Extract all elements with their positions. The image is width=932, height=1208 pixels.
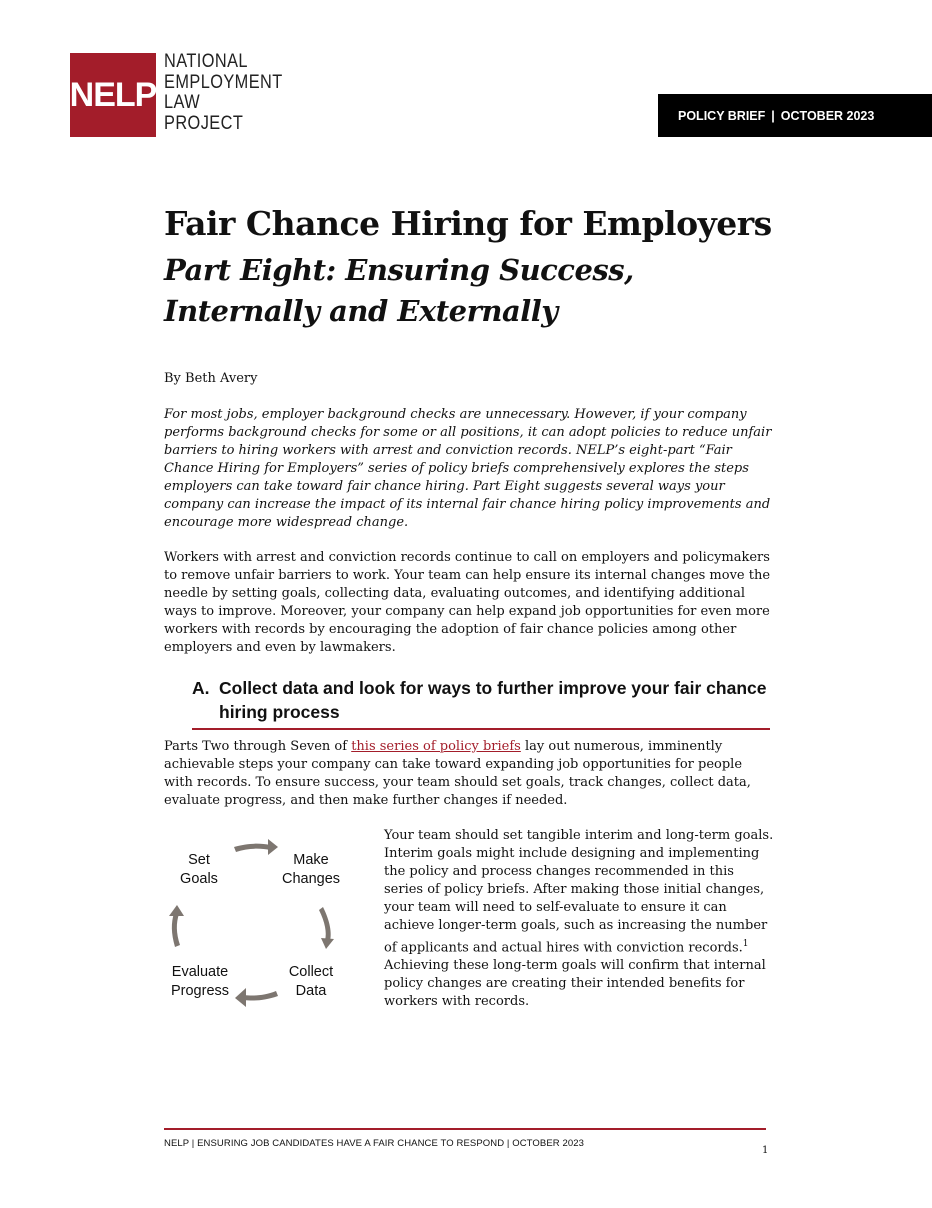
body2-text-before: Parts Two through Seven of — [164, 739, 352, 754]
logo-name-line: LAW — [164, 92, 201, 113]
footnote-reference[interactable]: 1 — [742, 939, 749, 949]
footer-divider — [164, 1128, 766, 1130]
goal-cycle-diagram — [160, 833, 380, 1013]
brief-label: POLICY BRIEF — [678, 108, 766, 123]
goals-text-after: Achieving these long-term goals will confirm that internal policy changes are creating their intended benefits for workers with records. — [384, 958, 766, 1010]
section-letter: A. — [192, 678, 210, 698]
cycle-evaluate-progress — [166, 963, 234, 1001]
goals-paragraph — [384, 827, 774, 1011]
brief-date: OCTOBER 2023 — [780, 108, 875, 123]
cycle-label-line: Collect — [288, 964, 334, 980]
document-title: Fair Chance Hiring for Employers — [164, 204, 772, 243]
cycle-label-line: Changes — [281, 871, 341, 887]
arrow-evaluate-to-set — [169, 905, 184, 947]
logo-name-line: PROJECT — [164, 112, 244, 134]
cycle-label-line: Data — [295, 983, 327, 999]
arrow-set-to-make — [234, 839, 278, 855]
document-subtitle — [164, 250, 634, 332]
nelp-logo-mark — [70, 53, 156, 137]
body-paragraph-2 — [164, 738, 774, 810]
logo-name-line: NATIONAL — [164, 51, 248, 72]
section-heading-text: Collect data and look for ways to further improve your fair chance hiring process — [219, 678, 767, 722]
arrow-collect-to-evaluate — [235, 988, 278, 1007]
subtitle-line: Internally and Externally — [164, 294, 558, 328]
page-footer: NELP | ENSURING JOB CANDIDATES HAVE A FAIR CHANCE TO RESPOND | OCTOBER 2023 — [164, 1138, 584, 1149]
cycle-make-changes — [278, 851, 344, 889]
subtitle-line: Part Eight: Ensuring Success, — [164, 253, 634, 287]
policy-brief-banner — [658, 94, 932, 137]
cycle-label-line: Progress — [170, 983, 230, 999]
intro-paragraph: For most jobs, employer background checks are unnecessary. However, if your company performs background checks for some or all positions, it can adopt policies to reduce unfair barriers to hiring workers with arrest and conviction records. NELP’s eight-part “Fair Chance Hiring for Employers” series of policy briefs comprehensively explores the steps employers can take toward fair chance hiring. Part Eight suggests several ways your company can increase the impact of its internal fair chance hiring policy improvements and encourage more widespread change. — [164, 407, 772, 530]
cycle-label-line: Evaluate — [171, 964, 229, 980]
cycle-label-line: Goals — [180, 871, 218, 887]
cycle-collect-data — [281, 963, 341, 1001]
body2-text-after: lay out numerous, imminently achievable steps your company can take toward expanding job opportunities for people with records. To ensure success, your team should set goals, track changes, collect data, evaluate progress, and then make further changes if needed. — [164, 739, 751, 808]
body-paragraph: Workers with arrest and conviction records continue to call on employers and policymakers to remove unfair barriers to work. Your team can help ensure its internal changes move the needle by setting goals, collecting data, evaluating outcomes, and identifying additional ways to improve. Moreover, your company can help expand job opportunities for even more workers with records by encouraging the adoption of fair chance policies among other employers and even by lawmakers. — [164, 550, 771, 655]
author-byline: By Beth Avery — [164, 371, 258, 386]
cycle-label-line: Set — [188, 852, 210, 868]
logo-mark-text: NELP — [69, 75, 157, 114]
brief-separator: | — [771, 108, 775, 123]
nelp-logo-name — [164, 52, 283, 134]
arrow-make-to-collect — [319, 907, 334, 949]
policy-briefs-link[interactable]: this series of policy briefs — [351, 739, 521, 754]
cycle-set-goals — [178, 851, 220, 889]
page-number: 1 — [762, 1145, 769, 1156]
cycle-label-line: Make — [293, 852, 329, 868]
section-a-heading — [192, 676, 770, 730]
goals-text: Your team should set tangible interim and long-term goals. Interim goals might include designing and implementing the policy and process changes recommended in this series of policy briefs. After making those initial changes, your team will need to self-evaluate to ensure it can achieve longer-term goals, such as increasing the number of applicants and actual hires with conviction records. — [384, 828, 774, 956]
logo-name-line: EMPLOYMENT — [164, 71, 283, 93]
